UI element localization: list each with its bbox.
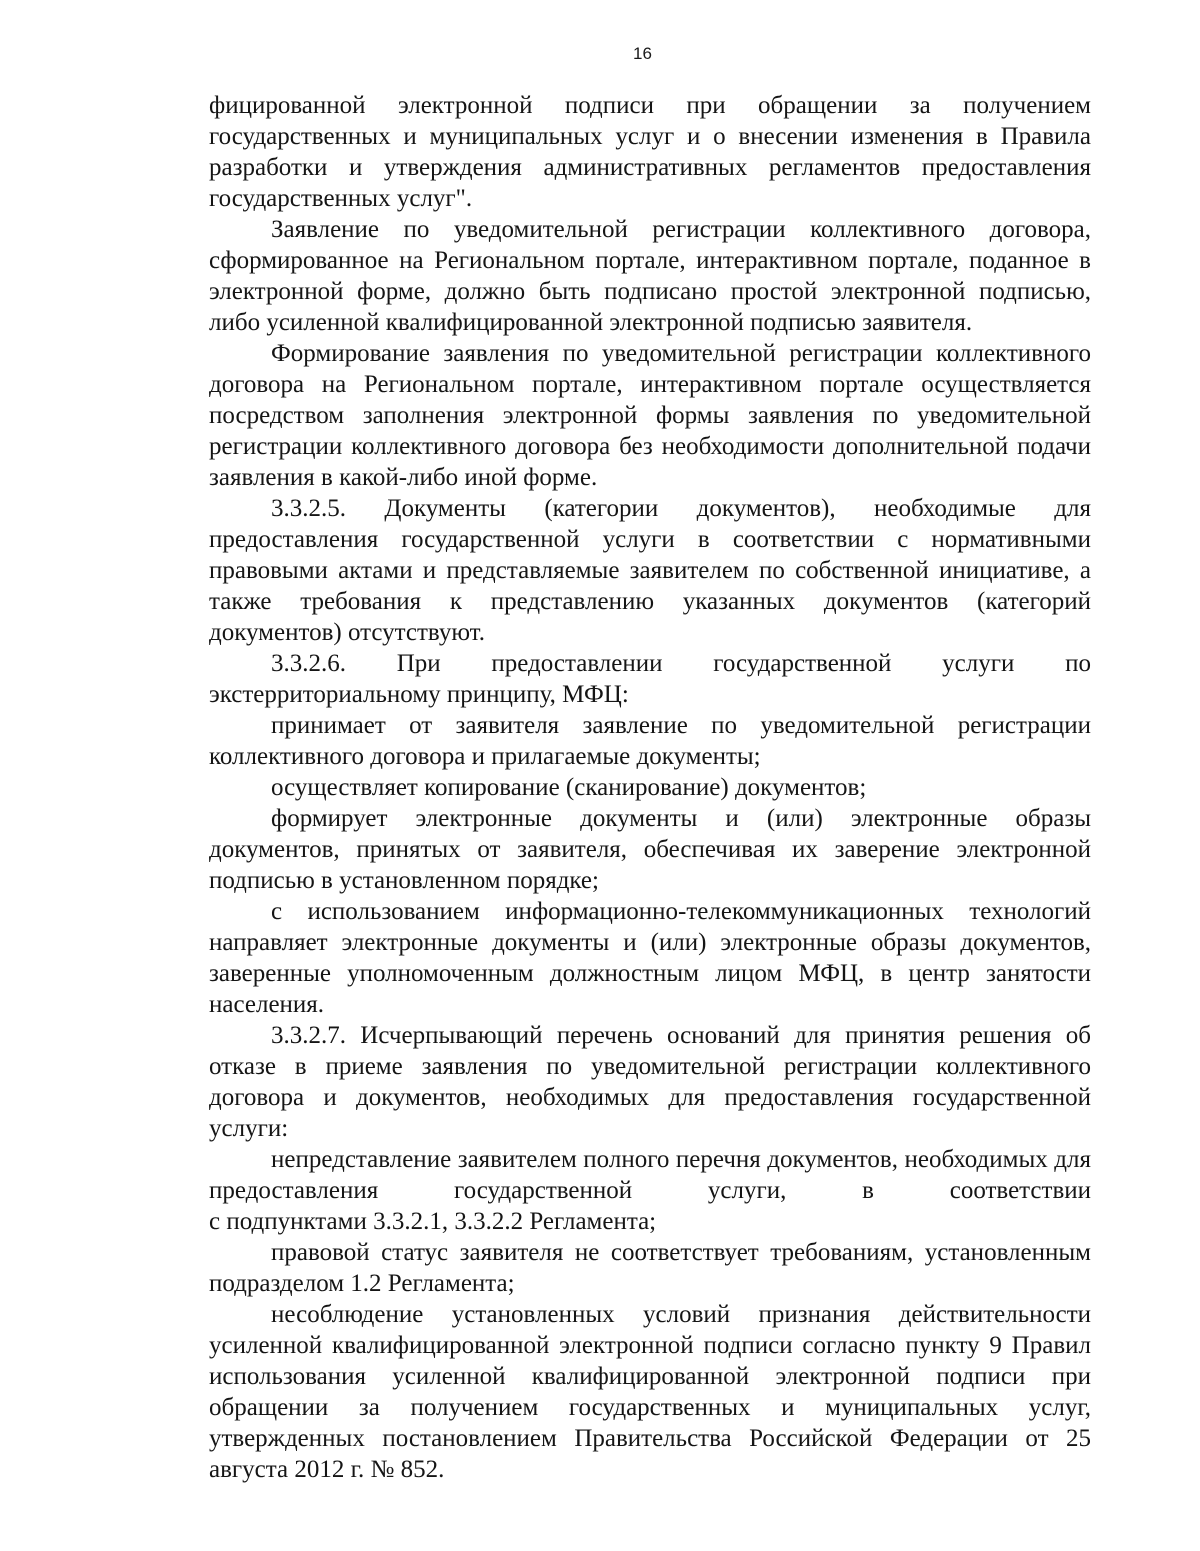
document-body: [209, 90, 1091, 1485]
paragraph-3-3-2-6: 3.3.2.6. При предоставлении государственной услуги по экстерриториальному принципу, МФЦ:: [209, 650, 1091, 708]
paragraph-continuation: фицированной электронной подписи при обращении за получением государственных и муниципальных услуг и о внесении изменения в Правила разработки и утверждения административных регламентов предоставления государственных услуг".: [209, 92, 1091, 212]
list-item-legal-status: правовой статус заявителя не соответствует требованиям, установленным подразделом 1.2 Регламента;: [209, 1239, 1091, 1297]
list-item-incomplete-documents: непредставление заявителем полного перечня документов, необходимых для предоставления государственной услуги, в соответствии: [209, 1146, 1091, 1204]
list-item-accepts-application: принимает от заявителя заявление по уведомительной регистрации коллективного договора и прилагаемые документы;: [209, 712, 1091, 770]
list-item-forms-electronic-documents: формирует электронные документы и (или) электронные образы документов, принятых от заявителя, обеспечивая их заверение электронной подписью в установленном порядке;: [209, 805, 1091, 894]
paragraph-3-3-2-5: 3.3.2.5. Документы (категории документов), необходимые для предоставления государственной услуги в соответствии с нормативными правовыми актами и представляемые заявителем по собственной инициативе, а также требования к представлению указанных документов (категорий документов) отсутствуют.: [209, 495, 1091, 646]
list-item-sends-electronic-documents: с использованием информационно-телекоммуникационных технологий направляет электронные документы и (или) электронные образы документов, заверенные уполномоченным должностным лицом МФЦ, в центр занятости населения.: [209, 898, 1091, 1018]
list-item-copies-documents: осуществляет копирование (сканирование) документов;: [271, 774, 867, 801]
paragraph-3-3-2-7: 3.3.2.7. Исчерпывающий перечень оснований для принятия решения об отказе в приеме заявления по уведомительной регистрации коллективного договора и документов, необходимых для предоставления государственной услуги:: [209, 1022, 1091, 1142]
list-item-signature-validity: несоблюдение установленных условий признания действительности усиленной квалифицированной электронной подписи согласно пункту 9 Правил использования усиленной квалифицированной электронной подписи при обращении за получением государственных и муниципальных услуг, утвержденных постановлением Правительства Российской Федерации от 25 августа 2012 г. № 852.: [209, 1301, 1091, 1483]
paragraph-application-forming: Формирование заявления по уведомительной регистрации коллективного договора на Региональном портале, интерактивном портале осуществляется посредством заполнения электронной формы заявления по уведомительной регистрации коллективного договора без необходимости дополнительной подачи заявления в какой-либо иной форме.: [209, 340, 1091, 491]
list-item-incomplete-documents-continuation: с подпунктами 3.3.2.1, 3.3.2.2 Регламента;: [209, 1208, 657, 1235]
paragraph-application-signature: Заявление по уведомительной регистрации коллективного договора, сформированное на Региональном портале, интерактивном портале, поданное в электронной форме, должно быть подписано простой электронной подписью, либо усиленной квалифицированной электронной подписью заявителя.: [209, 216, 1091, 336]
page-number: 16: [633, 44, 652, 63]
